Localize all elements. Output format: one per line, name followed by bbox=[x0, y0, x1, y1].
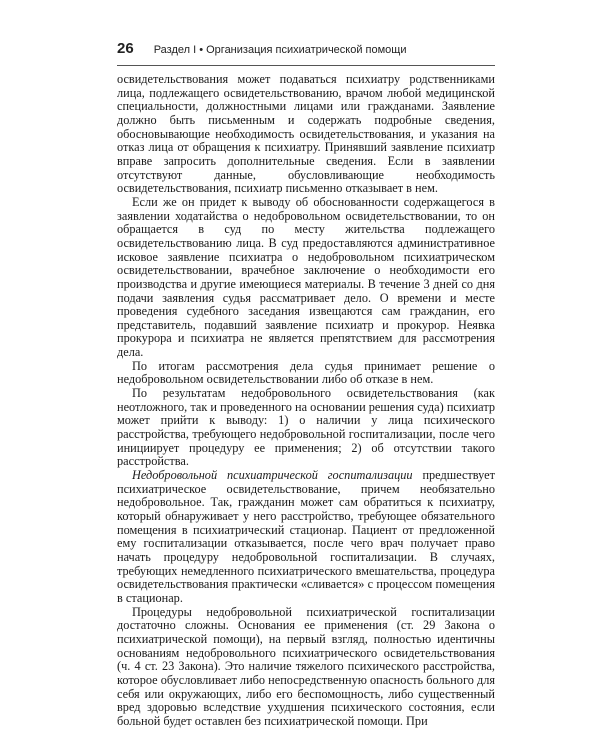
italic-term: Недобровольной психиатрической госпитализации bbox=[132, 468, 413, 483]
page-header bbox=[117, 40, 495, 66]
page-number: 26 bbox=[117, 40, 134, 57]
paragraph: По итогам рассмотрения дела судья принимает решение о недобровольном освидетельствовании либо об отказе в нем. bbox=[117, 358, 495, 387]
paragraph: освидетельствования может подаваться психиатру родственниками лица, подлежащего освидетельствованию, врачом любой медицинской специальности, должностными лицами или гражданами. Заявление должно быть письменным и содержать подробные сведения, обосновывающие необходимость освидетельствования, и указания на отказ лица от обращения к психиатру. Принявший заявление психиатр вправе запросить дополнительные сведения. Если в заявлении отсутствуют данные, обусловливающие необходимость освидетельствования, психиатр письменно отказывает в нем. bbox=[117, 72, 495, 196]
body-text bbox=[117, 73, 495, 729]
paragraph bbox=[117, 469, 495, 606]
paragraph: По результатам недобровольного освидетельствования (как неотложного, так и проведенного на основании решения суда) психиатр может прийти к выводу: 1) о наличии у лица психического расстройства, требующего недобровольной госпитализации, после чего инициирует процедуру ее применения; 2) об отсутствии такого расстройства. bbox=[117, 386, 495, 469]
header-rule bbox=[117, 65, 495, 66]
paragraph: Процедуры недобровольной психиатрической госпитализации достаточно сложны. Основания ее применения (ст. 29 Закона о психиатрической помощи), на первый взгляд, полностью идентичны основаниям недобровольного психиатрического освидетельствования (ч. 4 ст. 23 Закона). Это наличие тяжелого психического расстройства, которое обусловливает либо непосредственную опасность больного для себя или окружающих, либо его беспомощность, либо существенный вред здоровью вследствие ухудшения психического состояния, если больной будет оставлен без психиатрической помощи. При bbox=[117, 604, 495, 728]
running-head: Раздел I • Организация психиатрической помощи bbox=[153, 44, 407, 56]
paragraph: Если же он придет к выводу об обоснованности содержащегося в заявлении ходатайства о недобровольном освидетельствовании, то он обращается в суд по месту жительства подлежащего освидетельствованию лица. В суд предоставляются административное исковое заявление психиатра о недобровольном психиатрическом освидетельствовании, врачебное заключение о необходимости его производства и другие имеющиеся материалы. В течение 3 дней со дня подачи заявления судья рассматривает дело. О времени и месте проведения судебного заседания извещаются сам гражданин, его представитель, подавший заявление психиатр и прокурор. Неявка прокурора и психиатра не является препятствием для рассмотрения дела. bbox=[117, 194, 495, 360]
paragraph-text: предшествует психиатрическое освидетельствование, причем необязательно недобровольное. Так, гражданин может сам обратиться к психиатру, который обнаруживает у него расстройство, требующее обязательного помещения в психиатрический стационар. Пациент от предложенной ему госпитализации отказывается, после чего врач получает право начать процедуру недобровольной госпитализации. В случаях, требующих немедленного психиатрического вмешательства, процедура освидетельствования практически «сливается» с процессом помещения в стационар. bbox=[117, 468, 495, 605]
